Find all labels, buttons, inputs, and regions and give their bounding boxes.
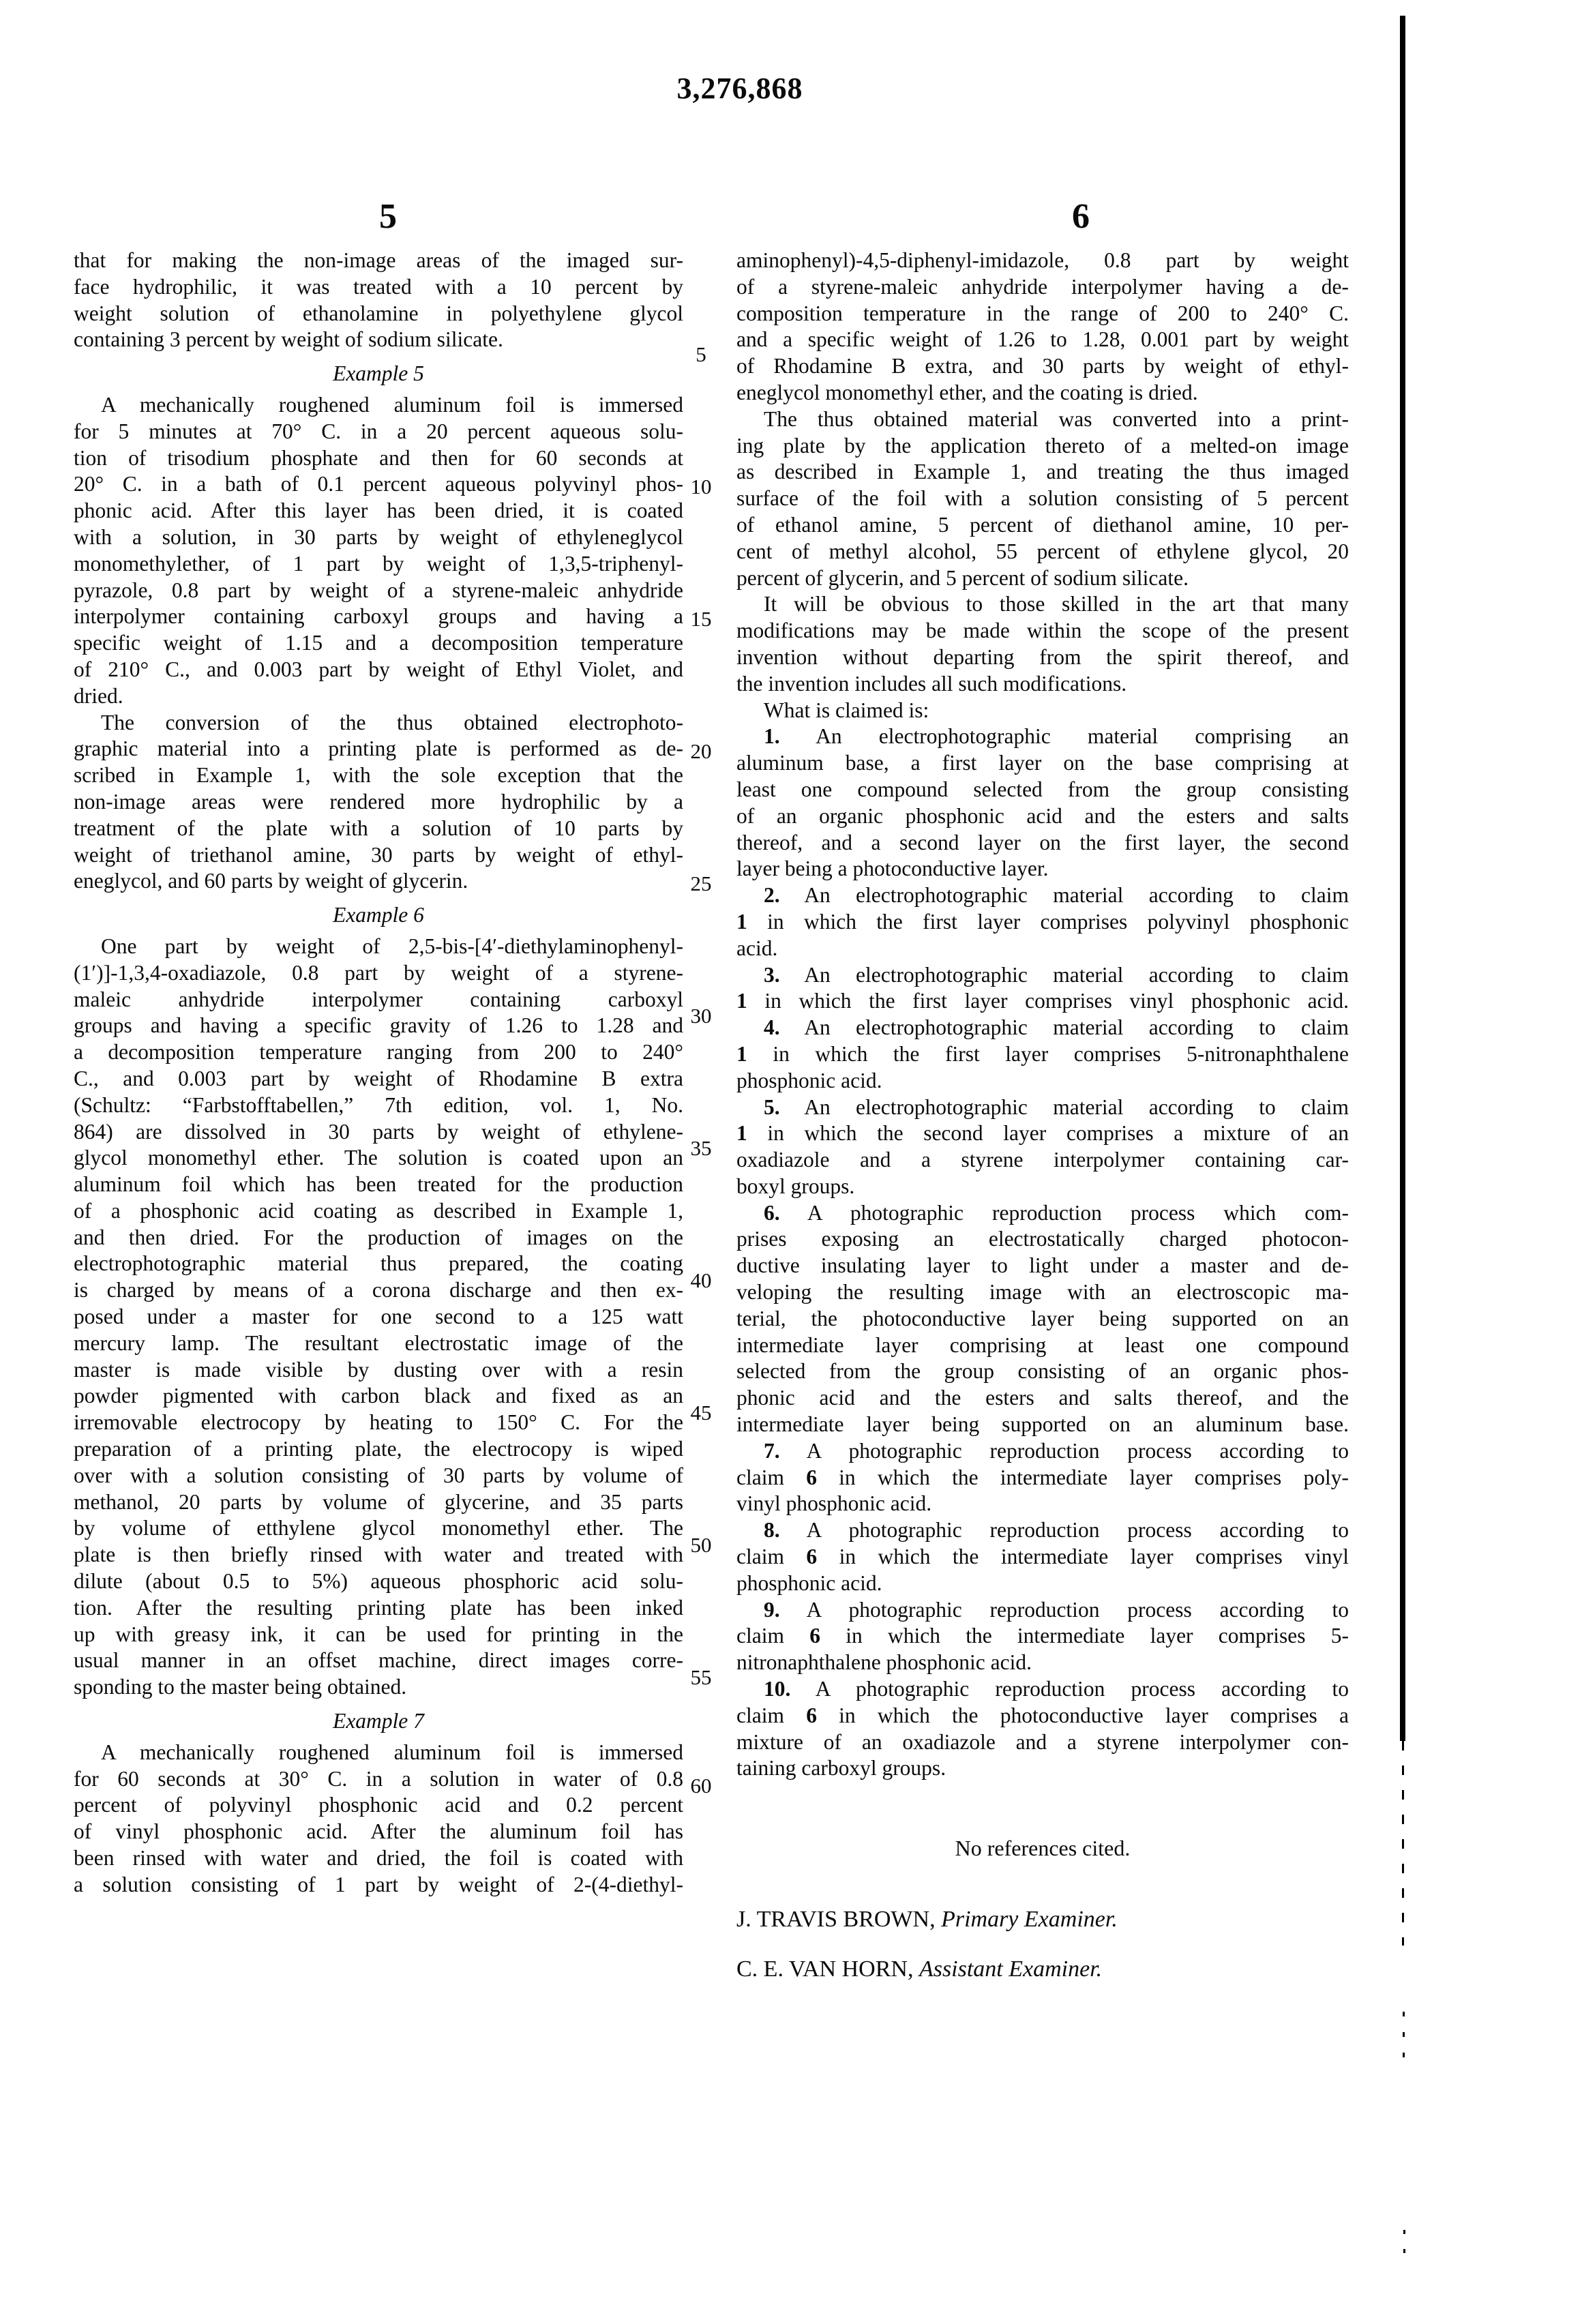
text-line: and then dried. For the production of images on the [74, 1225, 683, 1249]
text-line: dried. [74, 683, 123, 708]
text-line: aminophenyl)-4,5-diphenyl-imidazole, 0.8 part by weight [736, 248, 1349, 272]
line-number: 30 [690, 1004, 712, 1028]
text-line: aluminum foil which has been treated for the production [74, 1172, 683, 1197]
text-line: phosphonic acid. [736, 1570, 882, 1595]
text-line: terial, the photoconductive layer being supported on an [736, 1306, 1349, 1330]
text-line: 7. A photographic reproduction process according to [764, 1438, 1349, 1463]
text-line: containing 3 percent by weight of sodium silicate. [74, 327, 503, 352]
text-line: 2. An electrophotographic material according to claim [764, 883, 1349, 908]
text-line: surface of the foil with a solution consisting of 5 percent [736, 486, 1349, 511]
scan-artifact-dots [1403, 2012, 1405, 2059]
text-line: phosphonic acid. [736, 1068, 882, 1092]
text-line: C., and 0.003 part by weight of Rhodamine B extra [74, 1066, 683, 1090]
text-line: The thus obtained material was converted into a print- [764, 406, 1349, 431]
text-line: (Schultz: “Farbstofftabellen,” 7th edition, vol. 1, No. [74, 1092, 683, 1117]
line-number: 60 [690, 1774, 712, 1798]
text-line: of a phosphonic acid coating as described in Example 1, [74, 1198, 683, 1223]
text-line: thereof, and a second layer on the first layer, the second [736, 830, 1349, 854]
text-line: tion of trisodium phosphate and then for 60 seconds at [74, 445, 683, 470]
text-line: 1. An electrophotographic material comprising an [764, 724, 1349, 749]
text-line: 9. A photographic reproduction process according to [764, 1597, 1349, 1622]
text-line: by volume of etthylene glycol monomethyl ether. The [74, 1516, 683, 1540]
text-line: composition temperature in the range of 200 to 240° C. [736, 301, 1349, 325]
text-line: specific weight of 1.15 and a decomposition temperature [74, 631, 683, 655]
text-line: It will be obvious to those skilled in the art that many [764, 592, 1349, 616]
line-number: 45 [690, 1401, 712, 1425]
line-number: 15 [690, 607, 712, 631]
scan-artifact-dots [1403, 2230, 1405, 2267]
text-line: eneglycol monomethyl ether, and the coating is dried. [736, 380, 1198, 404]
line-number: 5 [696, 342, 706, 366]
text-line: 10. A photographic reproduction process according to [764, 1677, 1349, 1701]
text-line: dilute (about 0.5 to 5%) aqueous phosphoric acid solu- [74, 1569, 683, 1594]
text-line: prises exposing an electrostatically charged photocon- [736, 1227, 1349, 1251]
text-line: acid. [736, 936, 778, 960]
text-line: oxadiazole and a styrene interpolymer containing car- [736, 1148, 1349, 1172]
text-line: A mechanically roughened aluminum foil is immersed [101, 392, 683, 417]
text-line: intermediate layer comprising at least one compound [736, 1332, 1349, 1357]
text-line: A mechanically roughened aluminum foil is immersed [101, 1740, 683, 1764]
text-line: that for making the non-image areas of the imaged sur- [74, 248, 683, 272]
text-line: non-image areas were rendered more hydrophilic by a [74, 789, 683, 814]
text-line: aluminum base, a first layer on the base comprising at [736, 751, 1349, 775]
column-number-left: 5 [379, 197, 397, 236]
text-line: eneglycol, and 60 parts by weight of glycerin. [74, 869, 468, 893]
scan-artifact-dashes [1402, 1741, 1404, 1946]
line-number: 55 [690, 1665, 712, 1689]
text-line: 6. A photographic reproduction process which com- [764, 1200, 1349, 1225]
text-line: 20° C. in a bath of 0.1 percent aqueous polyvinyl phos- [74, 472, 683, 496]
text-line: up with greasy ink, it can be used for printing in the [74, 1622, 683, 1646]
text-line: claim 6 in which the photoconductive layer comprises a [736, 1703, 1349, 1727]
text-line: with a solution, in 30 parts by weight of ethyleneglycol [74, 524, 683, 549]
text-line: mixture of an oxadiazole and a styrene interpolymer con- [736, 1729, 1349, 1754]
text-line: invention without departing from the spirit thereof, and [736, 644, 1349, 669]
text-line: phonic acid. After this layer has been dried, it is coated [74, 498, 683, 523]
text-line: percent of polyvinyl phosphonic acid and 0.2 percent [74, 1793, 683, 1817]
examiner-assistant [736, 1956, 1349, 1983]
right-column [736, 248, 1349, 1983]
line-number: 50 [690, 1533, 712, 1557]
text-line: claim 6 in which the intermediate layer comprises vinyl [736, 1545, 1349, 1569]
text-line: taining carboxyl groups. [736, 1756, 946, 1781]
text-line: 8. A photographic reproduction process according to [764, 1518, 1349, 1543]
text-line: master is made visible by dusting over with a resin [74, 1357, 683, 1382]
text-line: tion. After the resulting printing plate has been inked [74, 1595, 683, 1620]
left-column [74, 248, 683, 1898]
example-heading: Example 5 [333, 361, 424, 386]
no-references-text: No references cited. [955, 1836, 1131, 1861]
text-line: for 5 minutes at 70° C. in a 20 percent aqueous solu- [74, 419, 683, 443]
text-line: phonic acid and the esters and salts thereof, and the [736, 1386, 1349, 1410]
text-line: 1 in which the first layer comprises vinyl phosphonic acid. [736, 989, 1349, 1013]
line-number: 40 [690, 1268, 712, 1292]
text-line: pyrazole, 0.8 part by weight of a styrene-maleic anhydride [74, 578, 683, 602]
text-line: 4. An electrophotographic material according to claim [764, 1015, 1349, 1040]
text-line: of a styrene-maleic anhydride interpolymer having a de- [736, 274, 1349, 299]
text-line: of an organic phosphonic acid and the esters and salts [736, 803, 1349, 828]
text-line: ing plate by the application thereto of a melted-on image [736, 433, 1349, 458]
column-number-right: 6 [1072, 197, 1090, 236]
text-line: modifications may be made within the scope of the present [736, 619, 1349, 643]
text-line: of vinyl phosphonic acid. After the aluminum foil has [74, 1819, 683, 1844]
text-line: claim 6 in which the intermediate layer comprises 5- [736, 1624, 1349, 1648]
examiner-primary-name: J. TRAVIS BROWN, [736, 1907, 942, 1933]
examiner-assistant-title: Assistant Examiner. [919, 1956, 1103, 1982]
text-line: nitronaphthalene phosphonic acid. [736, 1650, 1032, 1675]
text-line: face hydrophilic, it was treated with a 10 percent by [74, 274, 683, 299]
line-number: 10 [690, 475, 712, 498]
text-line: the invention includes all such modifications. [736, 671, 1127, 696]
text-line: irremovable electrocopy by heating to 150° C. For the [74, 1410, 683, 1435]
text-line: preparation of a printing plate, the electrocopy is wiped [74, 1437, 683, 1461]
text-line: boxyl groups. [736, 1174, 855, 1198]
text-line: of ethanol amine, 5 percent of diethanol amine, 10 per- [736, 512, 1349, 537]
text-line: monomethylether, of 1 part by weight of 1,3,5-triphenyl- [74, 551, 683, 576]
text-line: intermediate layer being supported on an aluminum base. [736, 1412, 1349, 1437]
text-line: least one compound selected from the group consisting [736, 777, 1349, 801]
text-line: The conversion of the thus obtained electrophoto- [101, 710, 683, 734]
text-line: percent of glycerin, and 5 percent of sodium silicate. [736, 565, 1189, 590]
example-heading: Example 6 [333, 903, 424, 927]
text-line: scribed in Example 1, with the sole exception that the [74, 763, 683, 788]
text-line: as described in Example 1, and treating the thus imaged [736, 460, 1349, 484]
text-line: been rinsed with water and dried, the foil is coated with [74, 1846, 683, 1871]
text-line: plate is then briefly rinsed with water and treated with [74, 1543, 683, 1567]
text-line: a solution consisting of 1 part by weight of 2-(4-diethyl- [74, 1872, 683, 1896]
text-line: veloping the resulting image with an electroscopic ma- [736, 1280, 1349, 1305]
text-line: ductive insulating layer to light under a master and de- [736, 1253, 1349, 1278]
text-line: methanol, 20 parts by volume of glycerine, and 35 parts [74, 1489, 683, 1514]
text-line: cent of methyl alcohol, 55 percent of ethylene glycol, 20 [736, 539, 1349, 563]
text-line: maleic anhydride interpolymer containing carboxyl [74, 987, 683, 1011]
text-line: layer being a photoconductive layer. [736, 856, 1049, 881]
text-line: of 210° C., and 0.003 part by weight of Ethyl Violet, and [74, 657, 683, 681]
text-line: and a specific weight of 1.26 to 1.28, 0.001 part by weight [736, 327, 1349, 352]
text-line: is charged by means of a corona discharge and then ex- [74, 1278, 683, 1302]
text-line: a decomposition temperature ranging from 200 to 240° [74, 1040, 683, 1064]
text-line: of Rhodamine B extra, and 30 parts by weight of ethyl- [736, 354, 1349, 378]
text-line: claim 6 in which the intermediate layer comprises poly- [736, 1465, 1349, 1489]
text-line: What is claimed is: [764, 698, 929, 722]
scan-artifact-line [1400, 16, 1405, 1741]
line-number: 20 [690, 739, 712, 763]
text-line: usual manner in an offset machine, direct images corre- [74, 1648, 683, 1673]
text-line: 1 in which the second layer comprises a mixture of an [736, 1121, 1349, 1146]
examiner-primary-title: Primary Examiner. [941, 1907, 1118, 1933]
text-line: groups and having a specific gravity of 1.26 to 1.28 and [74, 1013, 683, 1038]
text-line: glycol monomethyl ether. The solution is coated upon an [74, 1146, 683, 1170]
text-line: sponding to the master being obtained. [74, 1675, 407, 1699]
text-line: weight of triethanol amine, 30 parts by weight of ethyl- [74, 842, 683, 867]
text-line: interpolymer containing carboxyl groups and having a [74, 604, 683, 629]
text-line: graphic material into a printing plate is performed as de- [74, 736, 683, 761]
text-line: 864) are dissolved in 30 parts by weight of ethylene- [74, 1119, 683, 1144]
text-line: (1′)]-1,3,4-oxadiazole, 0.8 part by weight of a styrene- [74, 960, 683, 985]
examiner-primary [736, 1907, 1349, 1933]
text-line: 5. An electrophotographic material according to claim [764, 1094, 1349, 1119]
examiner-assistant-name: C. E. VAN HORN, [736, 1956, 919, 1982]
text-line: vinyl phosphonic acid. [736, 1491, 932, 1516]
patent-number: 3,276,868 [676, 72, 803, 105]
text-line: selected from the group consisting of an organic phos- [736, 1359, 1349, 1384]
line-number: 25 [690, 872, 712, 895]
left-column-text [74, 248, 683, 1898]
text-line: 1 in which the first layer comprises polyvinyl phosphonic [736, 909, 1349, 934]
text-line: mercury lamp. The resultant electrostatic image of the [74, 1330, 683, 1355]
text-line: for 60 seconds at 30° C. in a solution in water of 0.8 [74, 1766, 683, 1791]
text-line: powder pigmented with carbon black and fixed as an [74, 1384, 683, 1408]
text-line: posed under a master for one second to a 125 watt [74, 1305, 683, 1329]
right-column-text [736, 248, 1349, 1782]
text-line: 3. An electrophotographic material according to claim [764, 962, 1349, 987]
text-line: electrophotographic material thus prepared, the coating [74, 1251, 683, 1276]
example-heading: Example 7 [333, 1709, 424, 1733]
text-line: 1 in which the first layer comprises 5-nitronaphthalene [736, 1041, 1349, 1066]
text-line: over with a solution consisting of 30 parts by volume of [74, 1463, 683, 1487]
text-line: weight solution of ethanolamine in polyethylene glycol [74, 301, 683, 325]
line-number: 35 [690, 1136, 712, 1160]
text-line: One part by weight of 2,5-bis-[4′-diethylaminophenyl- [101, 934, 683, 958]
text-line: treatment of the plate with a solution of 10 parts by [74, 816, 683, 840]
